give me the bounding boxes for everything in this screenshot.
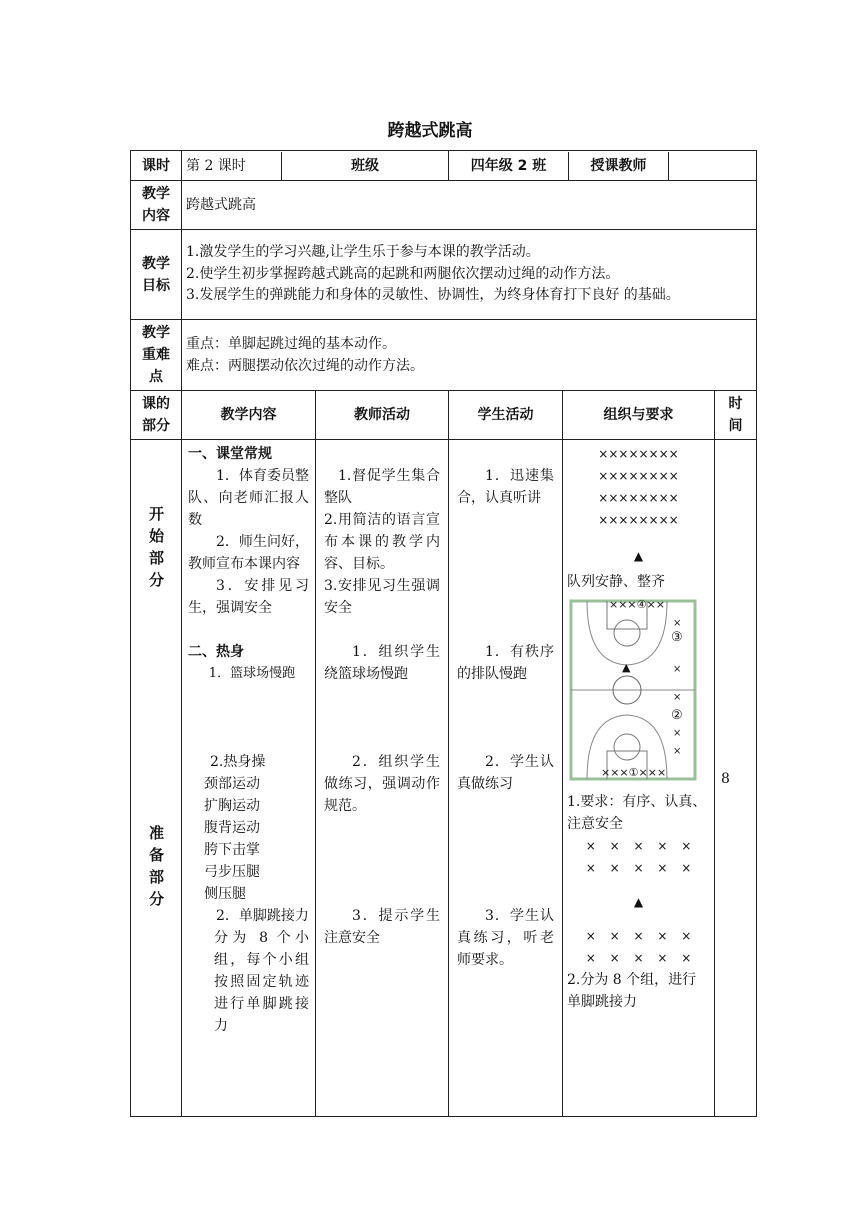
content-value: 跨越式跳高 (182, 181, 757, 230)
court-top-row: ×××④×× (609, 598, 665, 611)
teacher-item: 2．组织学生做练习，强调动作规范。 (324, 754, 440, 814)
keypoints-row (131, 320, 757, 391)
key-point: 重点：单脚起跳过绳的基本动作。 (186, 336, 396, 352)
class-value: 四年级 2 班 (449, 152, 569, 180)
court-runner: × (673, 692, 682, 703)
teacher-item: 3．提示学生注意安全 (324, 908, 440, 946)
content-item: 2.热身操 (210, 754, 266, 770)
goals-list (182, 230, 757, 320)
lesson-plan-table (130, 150, 757, 1117)
formation-row: × × × × × (585, 839, 692, 853)
teacher-marker-icon: ▲ (633, 895, 644, 909)
court-diagram (569, 599, 697, 781)
teacher-column (316, 440, 449, 1117)
org-note: 2.分为 8 个组，进行单脚跳接力 (567, 972, 697, 1010)
teacher-item: 1．组织学生绕篮球场慢跑 (324, 644, 440, 682)
section-heading: 一、课堂常规 (188, 446, 272, 462)
content-item: 2．师生问好，教师宣布本课内容 (188, 534, 309, 572)
content-item: 3．安排见习生，强调安全 (188, 578, 309, 616)
goals-row (131, 230, 757, 320)
lesson-value: 第 2 课时 (182, 152, 282, 180)
difficulty-point: 难点：两腿摆动依次过绳的动作方法。 (186, 358, 424, 374)
warmup-item: 侧压腿 (204, 886, 246, 902)
header-teacher: 教师活动 (316, 391, 449, 440)
content-column (182, 440, 316, 1117)
keypoints-label: 教学 重难 点 (131, 320, 182, 391)
page-title: 跨越式跳高 (387, 121, 473, 141)
prep-part-label: 准 备 部 分 (148, 824, 164, 908)
formation-row: × × × × × (585, 951, 692, 965)
teacher-item: 3.安排见习生强调安全 (324, 578, 440, 616)
start-part-label: 开 始 部 分 (148, 505, 164, 589)
teacher-item: 1.督促学生集合整队 (324, 468, 440, 506)
formation-row: ×××××××× (598, 447, 679, 461)
warmup-item: 弓步压腿 (204, 864, 260, 880)
formation-row: × × × × × (585, 861, 692, 875)
warmup-item: 腹背运动 (204, 820, 260, 836)
teacher-item: 2.用简洁的语言宣布本课的教学内容、目标。 (324, 512, 440, 572)
header-part: 课的 部分 (131, 391, 182, 440)
lesson-label: 课时 (131, 151, 182, 181)
content-item: 2．单脚跳接力 (216, 908, 309, 924)
org-column (563, 440, 715, 1117)
header-time: 时 间 (715, 391, 757, 440)
student-item: 3．学生认真练习，听老师要求。 (457, 908, 554, 968)
warmup-item: 颈部运动 (204, 776, 260, 792)
teacher-label: 授课教师 (569, 152, 669, 180)
content-label: 教学 内容 (131, 181, 182, 230)
class-label: 班级 (351, 157, 379, 174)
goal-item: 2.使学生初步掌握跨越式跳高的起跳和两腿依次摆动过绳的动作方法。 (186, 265, 620, 282)
student-item: 1．有秩序的排队慢跑 (457, 644, 554, 682)
goal-item: 3.发展学生的弹跳能力和身体的灵敏性、协调性，为终身体育打下良好 的基础。 (186, 287, 680, 304)
warmup-item: 胯下击掌 (204, 842, 260, 858)
section-heading: 二、热身 (188, 644, 244, 660)
formation-row: ×××××××× (598, 491, 679, 505)
header-content: 教学内容 (182, 391, 316, 440)
formation-row: ×××××××× (598, 513, 679, 527)
court-runner: × (673, 728, 682, 739)
warmup-item: 扩胸运动 (204, 798, 260, 814)
content-item: 1．体育委员整队、向老师汇报人数 (188, 468, 309, 528)
goal-item: 1.激发学生的学习兴趣,让学生乐于参与本课的教学活动。 (186, 244, 540, 261)
org-note: 1.要求：有序、认真、注意安全 (567, 794, 707, 832)
court-runner: × (673, 664, 682, 675)
warmup-list (188, 773, 309, 905)
body-row (131, 440, 757, 1117)
header-row (131, 391, 757, 440)
header-org: 组织与要求 (563, 391, 715, 440)
org-note: 队列安静、整齐 (567, 574, 665, 590)
formation-row: × × × × × (585, 929, 692, 943)
marker-2-icon: ② (671, 708, 683, 723)
content-item: 分为 8 个小组，每个小组按照固定轨迹进行单脚跳接力 (214, 930, 309, 1034)
header-student: 学生活动 (449, 391, 563, 440)
marker-3-icon: ③ (671, 630, 683, 645)
content-row (131, 181, 757, 230)
court-runner: × (673, 618, 682, 629)
student-item: 1．迅速集合，认真听讲 (457, 468, 554, 506)
formation-row: ×××××××× (598, 469, 679, 483)
teacher-value (669, 152, 756, 180)
court-bottom-row: ×××①××× (601, 766, 667, 779)
teacher-marker-icon: ▲ (633, 549, 644, 563)
goals-label: 教学 目标 (131, 230, 182, 320)
content-item: 1．篮球场慢跑 (208, 666, 296, 681)
court-runner: × (673, 746, 682, 757)
court-teacher-icon: ▲ (622, 661, 631, 674)
student-item: 2．学生认真做练习 (457, 754, 554, 792)
student-column (449, 440, 563, 1117)
time-value: 8 (721, 771, 730, 787)
info-row (131, 151, 757, 181)
